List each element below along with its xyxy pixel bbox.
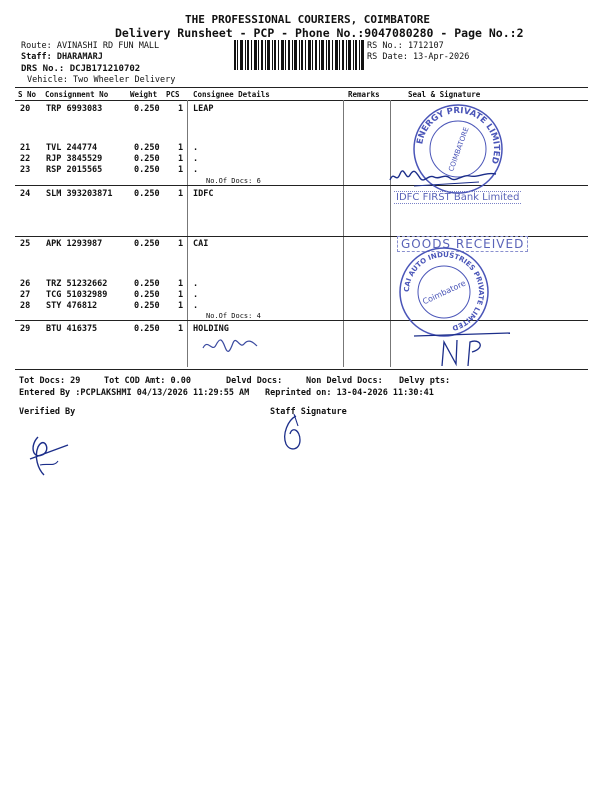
- row-consignment: APK 1293987: [46, 239, 103, 249]
- row-consignment: RJP 3845529: [46, 154, 103, 164]
- row-sno: 25: [20, 239, 31, 249]
- row-pcs: 1: [178, 154, 184, 164]
- row-pcs: 1: [178, 143, 184, 153]
- row-consignment: TRZ 51232662: [46, 279, 108, 289]
- row-weight: 0.250: [134, 290, 160, 300]
- row-weight: 0.250: [134, 189, 160, 199]
- rs-number: RS No.: 1712107: [367, 41, 444, 51]
- row-consignee: .: [193, 279, 199, 289]
- col-divider: [187, 100, 188, 367]
- non-delivered-docs: Non Delvd Docs:: [306, 376, 383, 386]
- industries-company-seal-icon: [398, 246, 490, 338]
- industries-seal-outer: CAI AUTO INDUSTRIES PRIVATE LIMITED: [402, 250, 486, 332]
- total-cod-amount: Tot COD Amt: 0.00: [104, 376, 191, 386]
- row-consignee: HOLDING: [193, 324, 229, 334]
- row-consignment: BTU 416375: [46, 324, 98, 334]
- col-consignee: Consignee Details: [193, 90, 270, 99]
- row-pcs: 1: [178, 104, 184, 114]
- row-consignee: .: [193, 301, 199, 311]
- barcode: [234, 40, 364, 70]
- row-pcs: 1: [178, 279, 184, 289]
- row-sno: 23: [20, 165, 31, 175]
- row-weight: 0.250: [134, 279, 160, 289]
- col-pcs: PCS: [166, 90, 180, 99]
- row-pcs: 1: [178, 189, 184, 199]
- total-docs: Tot Docs: 29: [19, 376, 81, 386]
- delivered-docs: Delvd Docs:: [226, 376, 283, 386]
- row-weight: 0.250: [134, 104, 160, 114]
- row-sno: 29: [20, 324, 31, 334]
- group-doc-count: No.Of Docs: 6: [206, 177, 261, 185]
- handwritten-signature-2: [412, 330, 517, 372]
- route-text: Route: AVINASHI RD FUN MALL: [21, 41, 160, 51]
- totals-rule: [15, 369, 588, 370]
- row-consignee: LEAP: [193, 104, 214, 114]
- row-weight: 0.250: [134, 301, 160, 311]
- row-sno: 24: [20, 189, 31, 199]
- row-pcs: 1: [178, 165, 184, 175]
- goods-received-stamp: GOODS RECEIVED: [397, 236, 528, 252]
- verified-by-label: Verified By: [19, 407, 76, 417]
- table-header-rule: [15, 100, 588, 101]
- drs-number: DRS No.: DCJB171210702: [21, 64, 141, 74]
- rs-date: RS Date: 13-Apr-2026: [367, 52, 470, 62]
- row-pcs: 1: [178, 239, 184, 249]
- entered-by: Entered By :PCPLAKSHMI 04/13/2026 11:29:55 AM: [19, 388, 250, 398]
- group-rule: [15, 320, 588, 321]
- row-consignment: SLM 393203871: [46, 189, 113, 199]
- col-sno: S No: [18, 90, 37, 99]
- row-pcs: 1: [178, 301, 184, 311]
- row-sno: 20: [20, 104, 31, 114]
- col-divider: [343, 100, 344, 367]
- row-consignment: STY 476812: [46, 301, 98, 311]
- vehicle-text: Vehicle: Two Wheeler Delivery: [27, 75, 176, 85]
- row-weight: 0.250: [134, 239, 160, 249]
- delivery-points: Delvy pts:: [399, 376, 451, 386]
- row-consignee: CAI: [193, 239, 209, 249]
- staff-signature: [278, 412, 310, 454]
- col-remarks: Remarks: [348, 90, 380, 99]
- row-weight: 0.250: [134, 143, 160, 153]
- handwritten-signature-1: [384, 162, 504, 190]
- col-consignment: Consignment No: [45, 90, 109, 99]
- row-consignment: RSP 2015565: [46, 165, 103, 175]
- col-divider: [390, 100, 391, 367]
- row-consignment: TRP 6993083: [46, 104, 103, 114]
- row-sno: 27: [20, 290, 31, 300]
- row-weight: 0.250: [134, 154, 160, 164]
- row-consignment: TVL 244774: [46, 143, 98, 153]
- industries-seal-inner: Coimbatore: [421, 278, 468, 307]
- row-weight: 0.250: [134, 324, 160, 334]
- verifier-signature: [24, 425, 84, 485]
- idfc-stamp: IDFC FIRST Bank Limited: [396, 192, 520, 203]
- staff-signature-label: Staff Signature: [270, 407, 347, 417]
- row-sno: 21: [20, 143, 31, 153]
- row-sno: 26: [20, 279, 31, 289]
- energy-seal-outer: ENERGY PRIVATE LIMITED: [415, 105, 502, 165]
- col-weight: Weight: [130, 90, 158, 99]
- row-consignee: .: [193, 290, 199, 300]
- row-consignee: .: [193, 165, 199, 175]
- row-pcs: 1: [178, 324, 184, 334]
- table-top-rule: [15, 87, 588, 88]
- row-sno: 22: [20, 154, 31, 164]
- col-seal: Seal & Signature: [408, 90, 481, 99]
- row-consignee: .: [193, 143, 199, 153]
- staff-text: Staff: DHARAMARJ: [21, 52, 103, 62]
- energy-seal-inner: COIMBATORE: [447, 126, 471, 173]
- row-pcs: 1: [178, 290, 184, 300]
- row-sno: 28: [20, 301, 31, 311]
- company-title: THE PROFESSIONAL COURIERS, COIMBATORE: [185, 13, 431, 26]
- group-doc-count: No.Of Docs: 4: [206, 312, 261, 320]
- row-consignment: TCG 51032989: [46, 290, 108, 300]
- handwritten-remark-signature: [200, 333, 260, 355]
- row-consignee: IDFC: [193, 189, 214, 199]
- reprinted-on: Reprinted on: 13-04-2026 11:30:41: [265, 388, 434, 398]
- row-consignee: .: [193, 154, 199, 164]
- row-weight: 0.250: [134, 165, 160, 175]
- runsheet-line: Delivery Runsheet - PCP - Phone No.:9047080280 - Page No.:2: [115, 26, 524, 40]
